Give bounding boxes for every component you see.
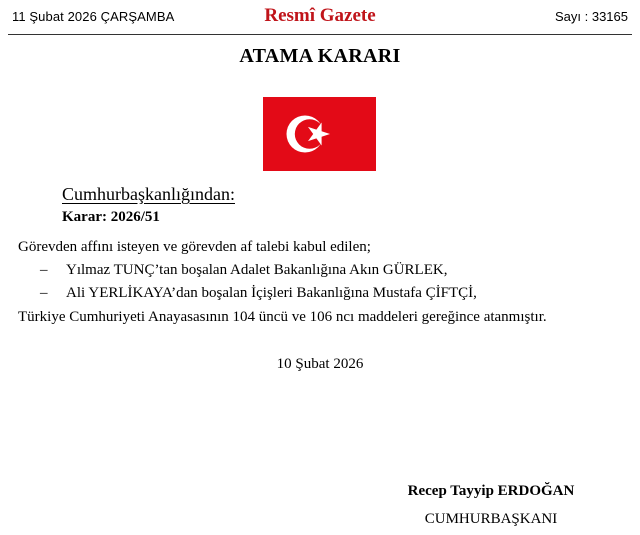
signer-title: CUMHURBAŞKANI — [424, 511, 558, 527]
intro-paragraph: Görevden affını isteyen ve görevden af talebi kabul edilen; — [18, 239, 371, 255]
list-dash: – — [40, 285, 48, 301]
turkish-flag-icon — [263, 97, 376, 171]
appointment-text: Ali YERLİKAYA’dan boşalan İçişleri Bakanlığına Mustafa ÇİFTÇİ, — [66, 285, 477, 301]
header-date: 11 Şubat 2026 ÇARŞAMBA — [12, 9, 175, 24]
header-divider — [8, 34, 632, 35]
document-title: ATAMA KARARI — [239, 45, 401, 67]
decision-number: Karar: 2026/51 — [62, 209, 160, 225]
closing-paragraph: Türkiye Cumhuriyeti Anayasasının 104 üncü ve 106 ncı maddeleri gereğince atanmıştır. — [18, 309, 547, 325]
decision-date: 10 Şubat 2026 — [276, 356, 364, 372]
publication-title: Resmî Gazete — [264, 5, 376, 26]
issuing-authority: Cumhurbaşkanlığından: — [62, 184, 235, 204]
appointment-text: Yılmaz TUNÇ’tan boşalan Adalet Bakanlığına Akın GÜRLEK, — [66, 262, 448, 278]
signer-name: Recep Tayyip ERDOĞAN — [407, 483, 575, 499]
appointment-item — [40, 285, 477, 302]
issue-number: Sayı : 33165 — [555, 9, 628, 24]
gazette-header — [0, 0, 640, 36]
appointment-item — [40, 262, 447, 279]
list-dash: – — [40, 262, 48, 278]
